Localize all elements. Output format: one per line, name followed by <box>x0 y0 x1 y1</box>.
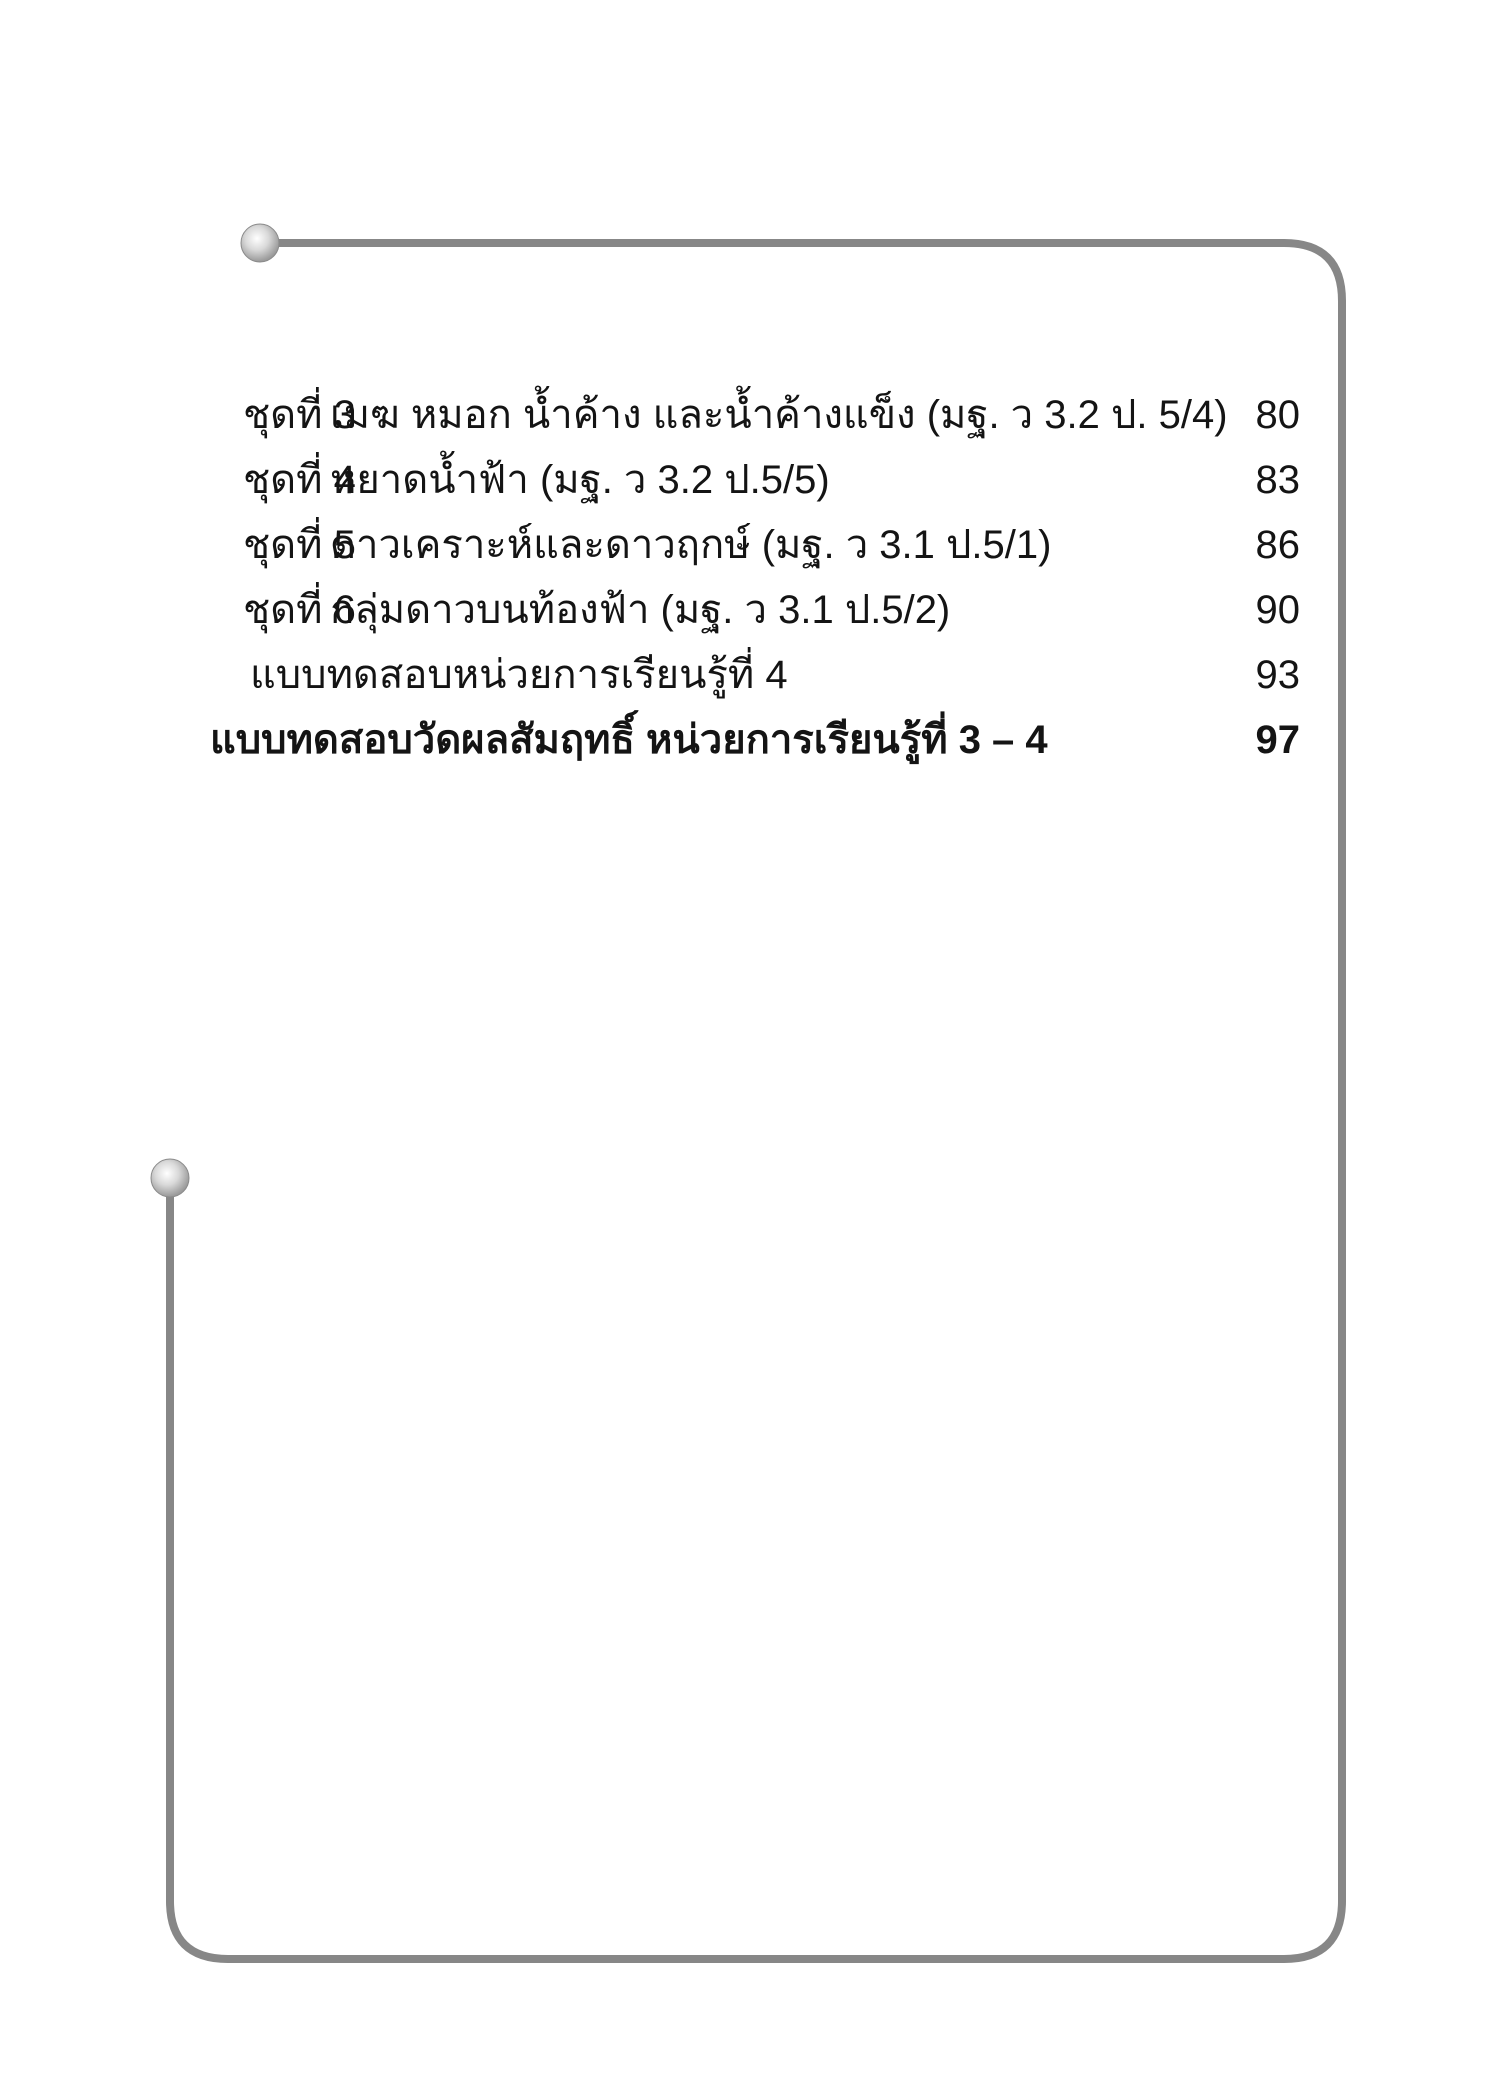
toc-entry-page-number: 90 <box>1255 588 1300 632</box>
toc-entry-title: เมฆ หมอก น้ำค้าง และน้ำค้างแข็ง (มฐ. ว 3.2 ป. 5/4) <box>330 393 1228 437</box>
toc-entry-label: ชุดที่ 6 <box>243 588 356 632</box>
toc-entry-page-number: 97 <box>1255 718 1300 762</box>
toc-entry-title: หยาดน้ำฟ้า (มฐ. ว 3.2 ป.5/5) <box>330 458 830 502</box>
toc-entry-title: แบบทดสอบวัดผลสัมฤทธิ์ หน่วยการเรียนรู้ที่ 3 – 4 <box>210 718 1048 762</box>
toc-entry-page-number: 80 <box>1255 393 1300 437</box>
toc-entry-page-number: 93 <box>1255 653 1300 697</box>
toc-entry <box>243 643 1300 708</box>
toc-entry <box>243 513 1300 578</box>
frame-bullet-left-icon <box>151 1159 189 1197</box>
toc-entry-page-number: 86 <box>1255 523 1300 567</box>
table-of-contents <box>210 383 1300 773</box>
toc-entry <box>243 383 1300 448</box>
toc-entry-title: กลุ่มดาวบนท้องฟ้า (มฐ. ว 3.1 ป.5/2) <box>330 588 951 632</box>
toc-entry-page-number: 83 <box>1255 458 1300 502</box>
toc-entry-label: ชุดที่ 3 <box>243 393 356 437</box>
toc-entry-summary <box>210 708 1300 773</box>
toc-entry-title: แบบทดสอบหน่วยการเรียนรู้ที่ 4 <box>250 653 788 697</box>
toc-entry <box>243 578 1300 643</box>
toc-entry-label: ชุดที่ 5 <box>243 523 356 567</box>
toc-entry-label: ชุดที่ 4 <box>243 458 356 502</box>
toc-entry-title: ดาวเคราะห์และดาวฤกษ์ (มฐ. ว 3.1 ป.5/1) <box>330 523 1052 567</box>
frame-bullet-top-icon <box>241 224 279 262</box>
toc-entry <box>243 448 1300 513</box>
